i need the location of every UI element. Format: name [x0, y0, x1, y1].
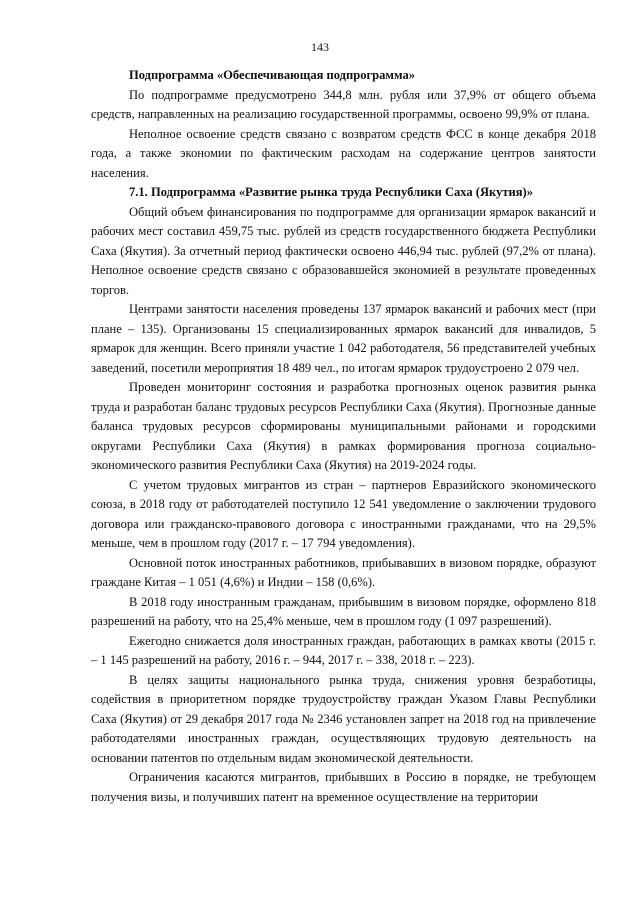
paragraph: Центрами занятости населения проведены 137 ярмарок вакансий и рабочих мест (при плане – 135). Организованы 15 специализированных ярмарок вакансий для инвалидов, 5 ярмарок для женщин. Всего приняли участие 1 042 работодателя, 56 представителей учебных заведений, посетили мероприятия 18 489 чел., по итогам ярмарок трудоустроено 2 079 чел. — [91, 302, 596, 375]
paragraph: Ежегодно снижается доля иностранных граждан, работающих в рамках квоты (2015 г. – 1 145 разрешений на работу, 2016 г. – 944, 2017 г. – 338, 2018 г. – 223). — [91, 633, 596, 667]
subprogram-heading-support: Подпрограмма «Обеспечивающая подпрограмма» — [129, 68, 415, 82]
paragraph: Основной поток иностранных работников, прибывавших в визовом порядке, образуют граждане Китая – 1 051 (4,6%) и Индии – 158 (0,6%). — [91, 555, 596, 589]
page-content — [91, 66, 596, 807]
paragraph: Ограничения касаются мигрантов, прибывших в Россию в порядке, не требующем получения визы, и получивших патент на временное осуществление на территории — [91, 770, 596, 804]
paragraph: В 2018 году иностранным гражданам, прибывшим в визовом порядке, оформлено 818 разрешений на работу, что на 25,4% меньше, чем в прошлом году (1 097 разрешений). — [91, 594, 596, 628]
paragraph: Неполное освоение средств связано с возвратом средств ФСС в конце декабря 2018 года, а также экономии по фактическим расходам на содержание центров занятости населения. — [91, 126, 596, 180]
paragraph: Проведен мониторинг состояния и разработка прогнозных оценок развития рынка труда и разработан баланс трудовых ресурсов Республики Саха (Якутия). Прогнозные данные баланса трудовых ресурсов сформированы муниципальными районами и городскими округами Республики Саха (Якутия) в рамках формирования прогноза социально-экономического развития Республики Саха (Якутия) на 2019-2024 годы. — [91, 380, 596, 472]
paragraph: Общий объем финансирования по подпрограмме для организации ярмарок вакансий и рабочих мест составил 459,75 тыс. рублей из средств государственного бюджета Республики Саха (Якутия). За отчетный период фактически освоено 446,94 тыс. рублей (97,2% от плана). Неполное освоение средств связано с образовавшейся экономией в результате проведенных торгов. — [91, 204, 596, 297]
subprogram-heading-labor-market: 7.1. Подпрограмма «Развитие рынка труда Республики Саха (Якутия)» — [129, 185, 533, 199]
page-number: 143 — [311, 40, 329, 54]
paragraph: По подпрограмме предусмотрено 344,8 млн. рубля или 37,9% от общего объема средств, направленных на реализацию государственной программы, освоено 99,9% от плана. — [91, 87, 596, 121]
paragraph: С учетом трудовых мигрантов из стран – партнеров Евразийского экономического союза, в 2018 году от работодателей поступило 12 541 уведомление о заключении трудового договора или гражданско-правового договора с иностранными гражданами, что на 29,5% меньше, чем в прошлом году (2017 г. – 17 794 уведомления). — [91, 477, 596, 550]
paragraph: В целях защиты национального рынка труда, снижения уровня безработицы, содействия в приоритетном порядке трудоустройству граждан Указом Главы Республики Саха (Якутия) от 29 декабря 2017 года № 2346 установлен запрет на 2018 год на привлечение работодателями иностранных граждан, осуществляющих трудовую деятельность на основании патентов по отдельным видам экономической деятельности. — [91, 672, 596, 765]
